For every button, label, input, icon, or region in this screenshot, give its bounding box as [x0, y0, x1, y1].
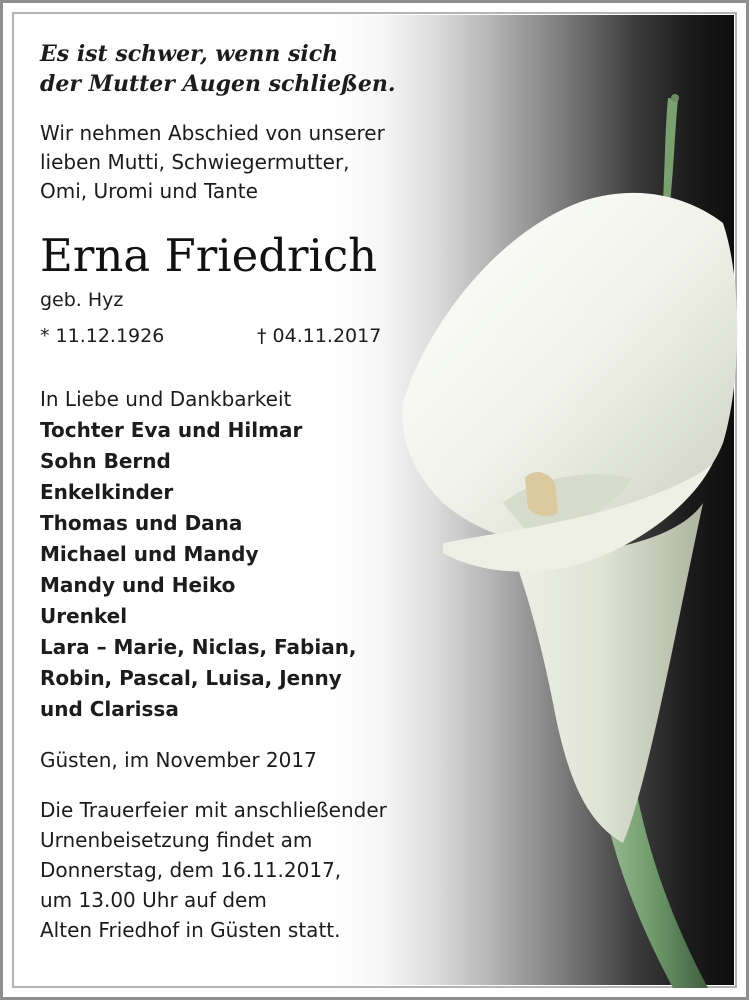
death-date: † 04.11.2017: [257, 325, 382, 347]
service-line: um 13.00 Uhr auf dem: [40, 888, 267, 912]
mourners-lead: In Liebe und Dankbarkeit: [40, 387, 292, 411]
mourner-line: Lara – Marie, Niclas, Fabian,: [40, 635, 357, 659]
verse-line: der Mutter Augen schließen.: [40, 71, 396, 97]
mourner-line: und Clarissa: [40, 697, 179, 721]
service-line: Donnerstag, dem 16.11.2017,: [40, 858, 342, 882]
memorial-verse: [40, 39, 500, 99]
mourner-line: Robin, Pascal, Luisa, Jenny: [40, 666, 342, 690]
mourner-line: Thomas und Dana: [40, 511, 243, 535]
verse-line: Es ist schwer, wenn sich: [40, 41, 339, 67]
intro-line: Omi, Uromi und Tante: [40, 179, 258, 203]
mourner-line: Urenkel: [40, 604, 128, 628]
mourner-line: Enkelkinder: [40, 480, 174, 504]
service-line: Urnenbeisetzung findet am: [40, 828, 313, 852]
birth-date: * 11.12.1926: [40, 325, 165, 347]
service-info: [40, 795, 500, 945]
mourner-line: Tochter Eva und Hilmar: [40, 418, 303, 442]
intro-line: lieben Mutti, Schwiegermutter,: [40, 150, 350, 174]
place-date: Güsten, im November 2017: [40, 748, 317, 772]
deceased-name: Erna Friedrich: [40, 229, 378, 282]
mourner-line: Michael und Mandy: [40, 542, 259, 566]
service-line: Alten Friedhof in Güsten statt.: [40, 918, 341, 942]
obituary-text: [40, 39, 500, 945]
mourner-line: Mandy und Heiko: [40, 573, 236, 597]
mourners-list: [40, 384, 500, 725]
service-line: Die Trauerfeier mit anschließender: [40, 798, 387, 822]
birth-name: geb. Hyz: [40, 289, 124, 311]
mourner-line: Sohn Bernd: [40, 449, 171, 473]
farewell-intro: [40, 119, 500, 206]
life-dates: [40, 322, 500, 350]
intro-line: Wir nehmen Abschied von unserer: [40, 121, 385, 145]
